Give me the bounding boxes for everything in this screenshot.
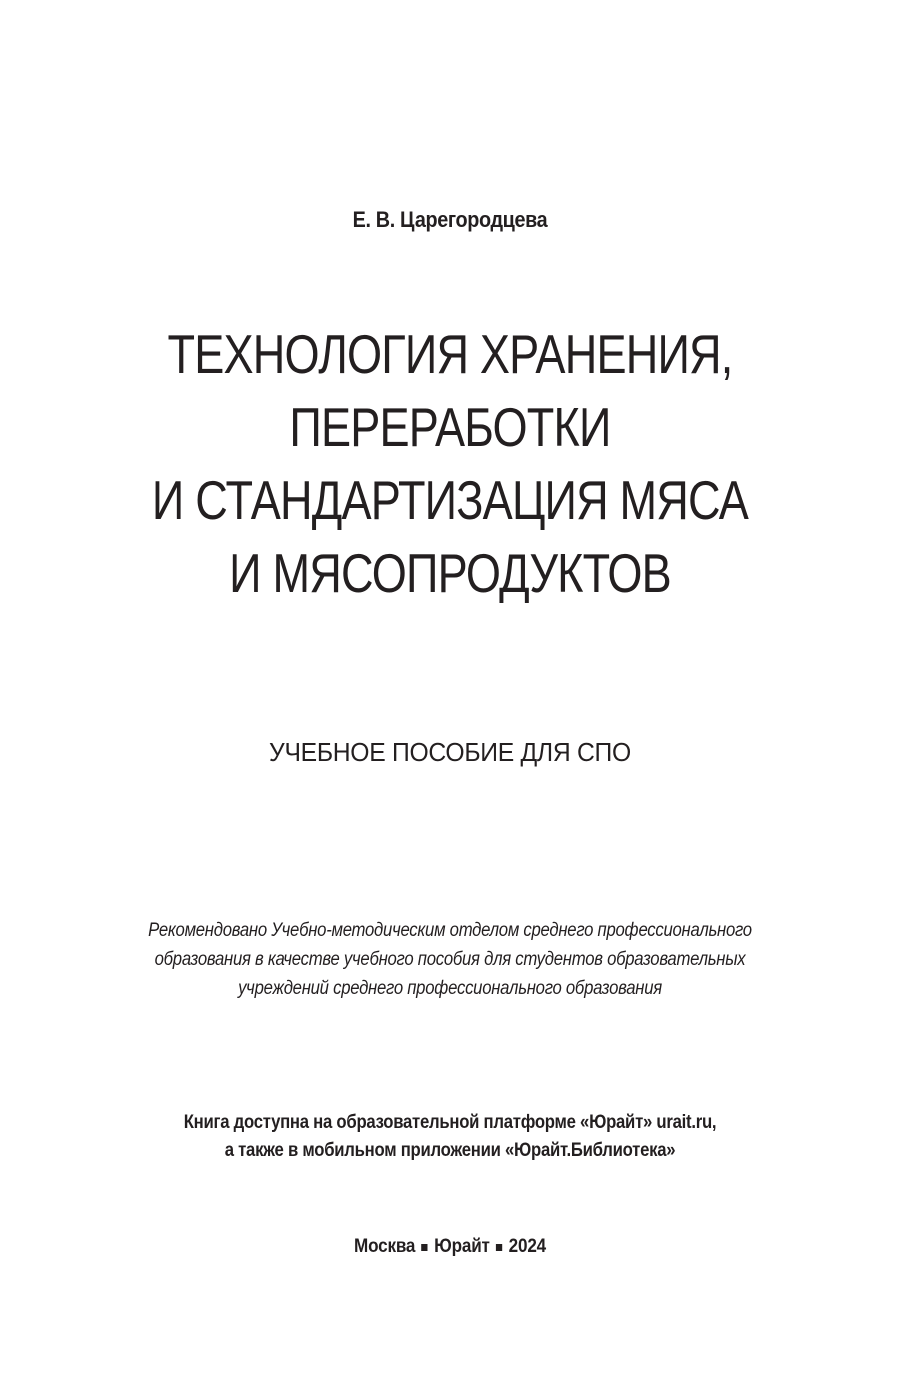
recommendation-line: Рекомендовано Учебно-методическим отделом среднего профессионального	[148, 920, 752, 941]
imprint-city: Москва	[354, 1236, 416, 1257]
imprint-publisher: Юрайт	[434, 1236, 490, 1257]
title-line: ПЕРЕРАБОТКИ	[289, 396, 611, 458]
recommendation-line: учреждений среднего профессионального образования	[238, 978, 662, 999]
square-separator-icon	[422, 1244, 428, 1251]
availability-note	[54, 1109, 846, 1165]
availability-line: а также в мобильном приложении «Юрайт.Библиотека»	[224, 1140, 676, 1161]
availability-line: Книга доступна на образовательной платформе «Юрайт» urait.ru,	[183, 1112, 717, 1133]
recommendation-line: образования в качестве учебного пособия для студентов образовательных	[154, 949, 746, 970]
book-title	[81, 318, 819, 610]
title-line: И МЯСОПРОДУКТОВ	[229, 542, 671, 604]
imprint	[45, 1236, 855, 1258]
imprint-year: 2024	[508, 1236, 546, 1257]
recommendation-note	[54, 916, 846, 1003]
square-separator-icon	[496, 1244, 502, 1251]
book-subtitle: УЧЕБНОЕ ПОСОБИЕ ДЛЯ СПО	[269, 737, 631, 767]
title-line: ТЕХНОЛОГИЯ ХРАНЕНИЯ,	[167, 323, 733, 385]
title-line: И СТАНДАРТИЗАЦИЯ МЯСА	[151, 469, 749, 531]
author-name: Е. В. Царегородцева	[352, 207, 548, 232]
